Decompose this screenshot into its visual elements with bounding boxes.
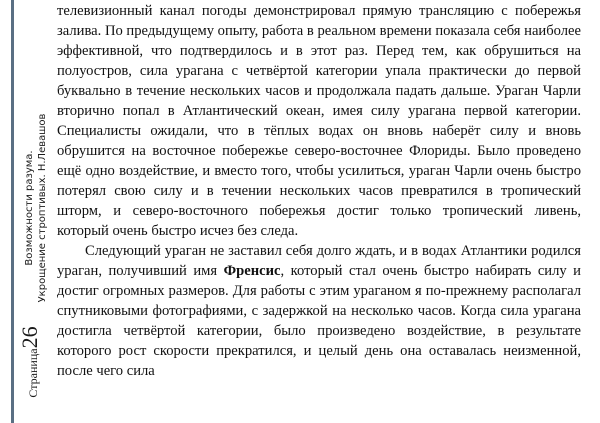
- page-label: Страница: [26, 348, 40, 398]
- book-title: Возможности разума.: [24, 150, 35, 266]
- paragraph-1: телевизионный канал погоды демонстрировал прямую трансляцию с побережья залива. По предыдущему опыту, работа в реальном времени показала себя наиболее эффективной, что подтвердилось и в этот раз. Перед тем, как обрушиться на полуостров, сила урагана с четвёртой категории упала практически до первой буквально в течение нескольких часов и продолжала падать дальше. Ураган Чарли вторично попал в Атлантический океан, имея силу урагана первой категории. Специалисты ожидали, что в тёплых водах он вновь наберёт силу и вновь обрушится на восточное побережье северо-восточнее Флориды. Было проведено ещё одно воздействие, и вместо того, чтобы усилиться, ураган Чарли очень быстро потерял свою силу и в течении нескольких часов превратился в тропический шторм, и северо-восточного побережья достиг только тропический ливень, который очень быстро исчез без следа.: [57, 3, 581, 239]
- running-header: [23, 114, 49, 303]
- page-number-value: 26: [17, 326, 42, 349]
- paragraph-2: [57, 241, 581, 381]
- hurricane-name: Френсис: [223, 263, 281, 279]
- book-subtitle-author: Укрощение строптивых. Н.Левашов: [37, 113, 48, 303]
- paragraph-2-start: Следующий ураган не заставил себя долго ждать, и в водах Атлантики родился ураган, получивший имя: [57, 243, 581, 279]
- page-number: [17, 326, 43, 397]
- page-margin: [0, 0, 56, 423]
- margin-rule: [11, 0, 14, 423]
- paragraph-2-end: , который стал очень быстро набирать силу и достиг огромных размеров. Для работы с этим ураганом я по-прежнему располагал спутниковыми фотографиями, с задержкой на несколько часов. Когда сила урагана достигла четвёртой категории, было произведено воздействие, в результате которого рост скорости прекратился, и целый день она оставалась неизменной, после чего сила: [57, 263, 581, 379]
- body-text: [57, 1, 581, 381]
